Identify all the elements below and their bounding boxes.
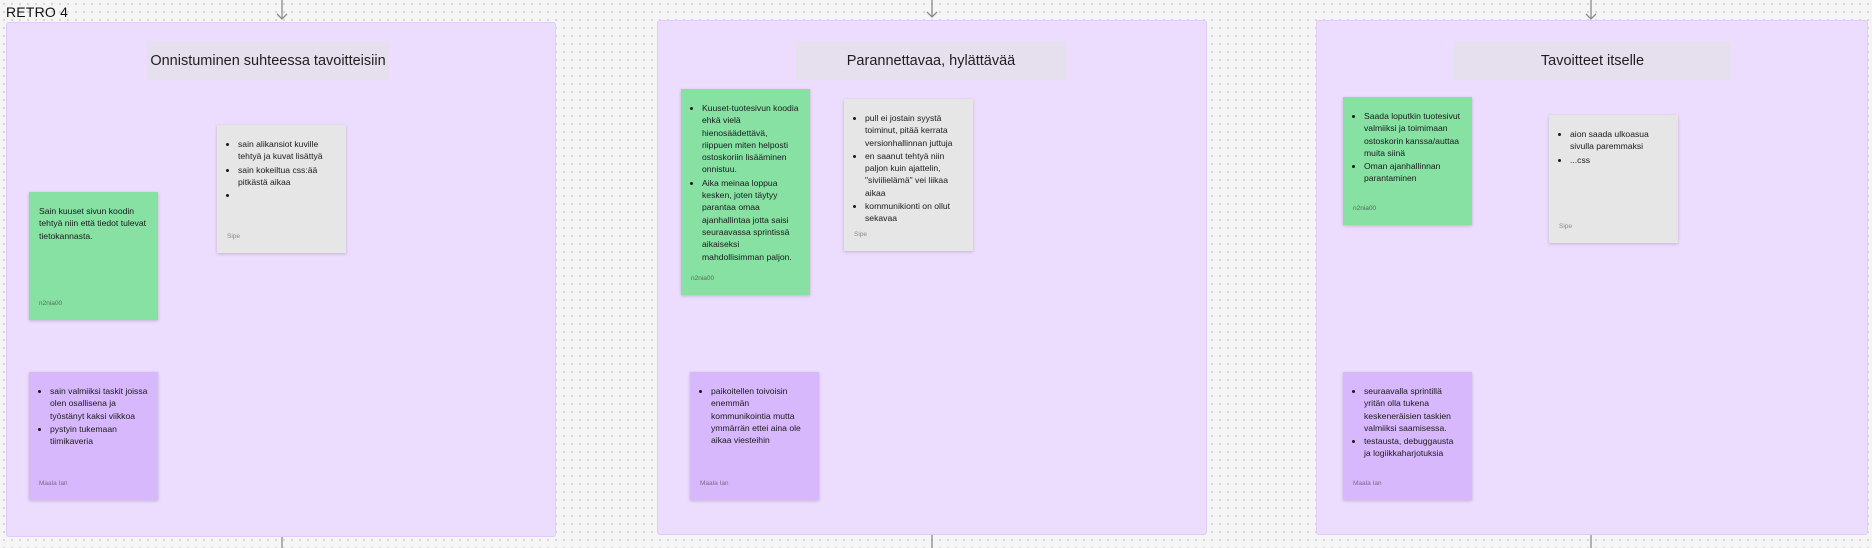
note-item: • sain valmiiksi taskit joissa olen osallisena ja työstänyt kaksi viikkoa — [50, 385, 148, 422]
sticky-note[interactable] — [690, 372, 819, 500]
board-title: RETRO 4 — [6, 4, 69, 20]
note-item: • sain kokeiltua css:ää pitkästä aikaa — [238, 164, 336, 189]
note-author: Sipe — [227, 232, 241, 240]
section-parannettavaa[interactable] — [657, 20, 1207, 535]
note-author: n2nia00 — [691, 274, 715, 282]
section-title[interactable]: Tavoitteet itselle — [1454, 41, 1731, 80]
connector-line — [1584, 535, 1598, 548]
connector-arrow-icon — [1584, 0, 1598, 22]
note-item: • sain alikansiot kuville tehtyä ja kuvat lisättyä — [238, 138, 336, 163]
note-item: • pystyin tukemaan tiimikaveria — [50, 423, 148, 448]
note-text: Sain kuuset sivun koodin tehtyä niin että tiedot tulevat tietokannasta. — [39, 206, 147, 241]
note-item: • Kuuset-tuotesivun koodia ehkä vielä hienosäädettävä, riippuen miten helposti ostoskoriin lisääminen onnistuu. — [702, 102, 800, 176]
note-item: • seuraavalla sprintillä yritän olla tukena keskeneräisien taskien valmiiksi saamisessa. — [1364, 385, 1462, 434]
note-author: Sipe — [854, 230, 868, 238]
sticky-note[interactable] — [844, 99, 973, 251]
sticky-note[interactable] — [1343, 372, 1472, 500]
note-item: • Aika meinaa loppua kesken, joten täytyy parantaa omaa ajanhallintaa jotta saisi seuraavassa sprintissä aikaiseksi mahdollisimman paljon. — [702, 177, 800, 263]
note-author: Maala Ian — [700, 479, 729, 487]
note-item — [238, 189, 336, 201]
note-item: • ...css — [1570, 154, 1668, 166]
section-onnistuminen[interactable] — [6, 22, 556, 537]
connector-line — [275, 537, 289, 548]
note-author: n2nia00 — [39, 299, 63, 307]
note-item: • Saada loputkin tuotesivut valmiiksi ja toimimaan ostoskorin kanssa/auttaa muita siinä — [1364, 110, 1462, 159]
sticky-note[interactable] — [1343, 97, 1472, 225]
section-tavoitteet[interactable] — [1316, 20, 1868, 535]
sticky-note[interactable] — [217, 125, 346, 253]
note-item: • testausta, debuggausta ja logiikkaharjotuksia — [1364, 435, 1462, 460]
connector-line — [925, 535, 939, 548]
section-title[interactable]: Parannettavaa, hylättävää — [796, 41, 1066, 80]
connector-arrow-icon — [275, 0, 289, 22]
note-author: Sipe — [1559, 222, 1573, 230]
sticky-note[interactable] — [29, 192, 158, 320]
note-item: • en saanut tehtyä niin paljon kuin ajattelin, "siviilielämä" vei liikaa aikaa — [865, 150, 963, 199]
note-author: Maala Ian — [1353, 479, 1382, 487]
note-author: n2nia00 — [1353, 204, 1377, 212]
note-item: • paikoitellen toivoisin enemmän kommunikointia mutta ymmärrän ettei aina ole aikaa viesteihin — [711, 385, 809, 446]
sticky-note[interactable] — [1549, 115, 1678, 243]
sticky-note[interactable] — [29, 372, 158, 500]
note-item: • aion saada ulkoasua sivulla paremmaksi — [1570, 128, 1668, 153]
connector-arrow-icon — [925, 0, 939, 22]
note-item: • kommunikionti on ollut sekavaa — [865, 200, 963, 225]
section-title[interactable]: Onnistuminen suhteessa tavoitteisiin — [147, 41, 389, 80]
note-item: • Oman ajanhallinnan parantaminen — [1364, 160, 1462, 185]
sticky-note[interactable] — [681, 89, 810, 295]
note-item: • pull ei jostain syystä toiminut, pitää kerrata versionhallinnan juttuja — [865, 112, 963, 149]
note-author: Maala Ian — [39, 479, 68, 487]
